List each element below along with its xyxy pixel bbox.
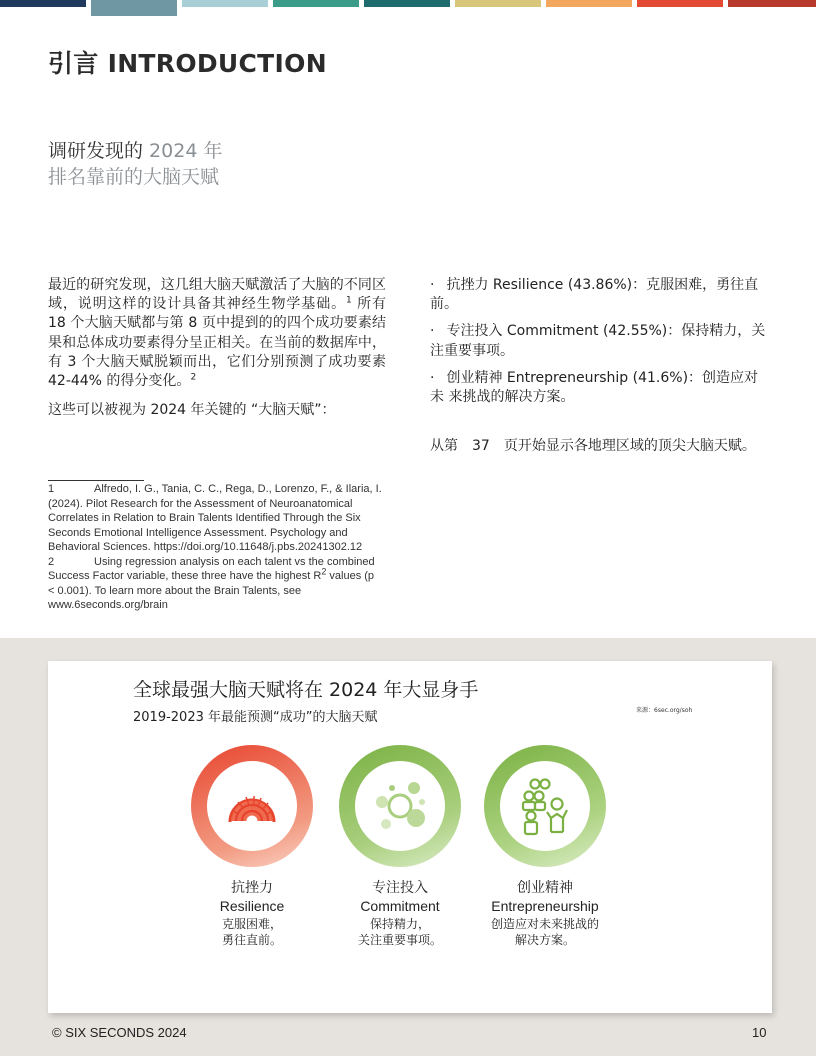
- section-subtitle: [48, 138, 222, 190]
- footnote-1: [48, 482, 382, 555]
- footnote-ref[interactable]: 1: [346, 295, 352, 306]
- color-segment: [637, 0, 723, 7]
- footnote-number: 1: [48, 483, 55, 495]
- talent-ring: [191, 745, 313, 867]
- talent-description: [177, 916, 327, 948]
- color-segment: [91, 0, 177, 16]
- talent-ring-inner: [207, 761, 297, 851]
- lead-in-text: 这些可以被视为 2024 年关键的 “大脑天赋”：: [48, 402, 336, 419]
- bullet-text: 创业精神 Entrepreneurship (41.6%)：创造应对未 来挑战的解决方案。: [430, 369, 759, 406]
- geography-note: 从第 37 页开始显示各地理区域的顶尖大脑天赋。: [430, 438, 756, 455]
- page-title: 引言 INTRODUCTION: [48, 49, 327, 78]
- page-number: 10: [752, 1025, 767, 1040]
- talent-description: [470, 916, 620, 948]
- body-text: 所有 18 个大脑天赋都与第 8 页中提到的的四个成功要素结果和总体成功要素得分呈正相关。在当前的数据库中，有 3 个大脑天赋脱颖而出，它们分别预测了成功要素 42-44% 的得分变化。: [48, 296, 387, 390]
- subtitle-line1-dark: 调研发现的: [48, 140, 144, 162]
- footnote-2: [48, 555, 382, 613]
- top-color-bar: [0, 0, 816, 16]
- color-segment: [273, 0, 359, 7]
- color-segment: [0, 0, 86, 7]
- talent-ring-inner: [500, 761, 590, 851]
- talent-ring: [339, 745, 461, 867]
- talent-commitment: [325, 745, 475, 948]
- card-title: 全球最强大脑天赋将在 2024 年大显身手: [133, 679, 479, 701]
- bullet-dot: ·: [430, 323, 435, 340]
- talent-ring-inner: [355, 761, 445, 851]
- talent-desc-line: 保持精力，: [369, 917, 430, 931]
- footnote-text: values (p < 0.001). To learn more about the Brain Talents, see www.6seconds.org/brain: [48, 570, 375, 611]
- bubbles-icon: [368, 774, 432, 838]
- body-text: 最近的研究发现，这几组大脑天赋激活了大脑的不同区域，说明这样的设计具备其神经生物学基础。: [48, 277, 386, 313]
- superscript: 2: [321, 566, 327, 577]
- footnote-number: 2: [48, 555, 55, 568]
- talent-ring: [484, 745, 606, 867]
- subtitle-line2: 排名靠前的大脑天赋: [48, 166, 220, 188]
- talent-name-en: Entrepreneurship: [491, 898, 599, 914]
- bullet-text: 专注投入 Commitment (42.55%)：保持精力，关注重要事项。: [430, 323, 766, 359]
- color-segment: [182, 0, 268, 7]
- color-segment: [364, 0, 450, 7]
- talent-desc-line: 勇往直前。: [221, 933, 282, 947]
- color-segment: [546, 0, 632, 7]
- color-segment: [728, 0, 816, 7]
- body-right-column: [430, 276, 770, 456]
- bullet-text: 抗挫力 Resilience (43.86%)：克服困难，勇往直前。: [430, 277, 759, 313]
- color-segment: [455, 0, 541, 7]
- card-subtitle: 2019-2023 年最能预测“成功”的大脑天赋: [133, 710, 378, 725]
- bullet-dot: ·: [430, 277, 435, 293]
- footnotes: [48, 482, 382, 613]
- footnote-text: Alfredo, I. G., Tania, C. C., Rega, D., Lorenzo, F., & Ilaria, I. (2024). Pilot Research for the Assessment of Neuroanatomical Correlates in Relation to Brain Talents Identified Through the Six Seconds Emotional Intelligence Assessment. Psychology and Behavioral Sciences. https://doi.org/10.11648/j.pbs.20241302.12: [48, 483, 382, 553]
- talent-name-en: Commitment: [360, 898, 440, 914]
- spring-icon: [224, 788, 280, 824]
- talent-description: [325, 916, 475, 948]
- talent-desc-line: 创造应对未来挑战的: [490, 917, 599, 931]
- talent-name-cn: 创业精神: [517, 880, 573, 896]
- talent-desc-line: 克服困难，: [221, 917, 282, 931]
- body-paragraph: [48, 276, 386, 391]
- bullet-item: [430, 276, 770, 314]
- talent-desc-line: 解决方案。: [514, 933, 575, 947]
- talent-name-cn: 专注投入: [372, 880, 428, 896]
- card-source[interactable]: 来源：6sec.org/soh: [636, 707, 693, 714]
- bullet-item: [430, 322, 770, 360]
- talent-resilience: [177, 745, 327, 948]
- talent-desc-line: 关注重要事项。: [357, 933, 442, 947]
- brain-talents-card: [48, 661, 772, 1013]
- talent-name-cn: 抗挫力: [231, 880, 273, 896]
- subtitle-line1-grey: 2024 年: [143, 140, 223, 162]
- footnote-text: Using regression analysis on each talent vs the combined Success Factor variable, these three have the highest R: [48, 555, 375, 582]
- copyright: © SIX SECONDS 2024: [52, 1025, 187, 1040]
- footnote-divider: [48, 480, 144, 481]
- bullet-dot: ·: [430, 369, 435, 386]
- footnote-ref[interactable]: 2: [190, 372, 197, 383]
- people-icon: [513, 774, 577, 838]
- body-left-column: [48, 276, 386, 420]
- talent-entrepreneurship: [470, 745, 620, 948]
- bullet-item: [430, 369, 770, 407]
- talent-name-en: Resilience: [219, 898, 285, 914]
